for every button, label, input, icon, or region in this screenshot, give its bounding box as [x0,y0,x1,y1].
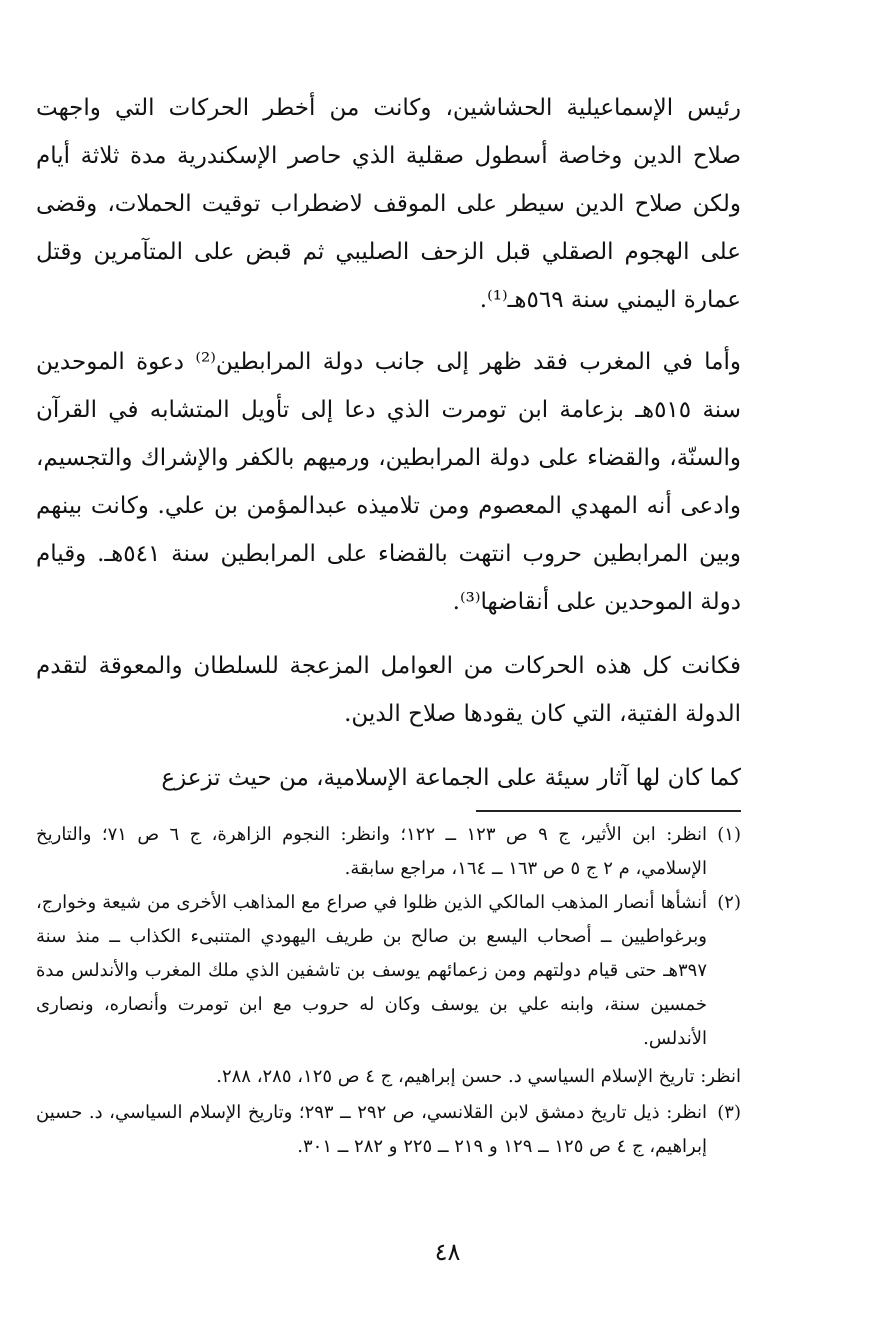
footnote [36,818,741,886]
footnote-separator [476,810,741,812]
footnote-number: (٣) [717,1102,741,1123]
footnotes [36,818,741,1164]
footnote-text [36,818,707,886]
footnote-paragraph: انظر: ذيل تاريخ دمشق لابن القلانسي، ص ٢٩٢ ــ ٢٩٣؛ وتاريخ الإسلام السياسي، د. حسين إبراهيم، ج ٤ ص ١٢٥ ــ ١٢٩ و ٢١٩ ــ ٢٢٥ و ٢٨٢ ــ ٣٠١. [36,1102,707,1157]
footnote-paragraph: أنشأها أنصار المذهب المالكي الذين ظلوا في صراع مع المذاهب الأخرى من شيعة وخوارج، وبرغواطيين ــ أصحاب اليسع بن صالح بن طريف اليهودي المتنبىء الكذاب ــ منذ سنة ٣٩٧هـ حتى قيام دولتهم ومن زعمائهم يوسف بن تاشفين الذي ملك المغرب والأندلس مدة خمسين سنة، وابنه علي بن يوسف وكان له حروب مع ابن تومرت وأنصاره، ونصارى الأندلس. [36,892,707,1049]
footnote-number: (١) [717,824,741,845]
footnote-text [36,1096,707,1164]
footnote-text [36,886,707,1056]
footnote [36,1096,741,1164]
paragraph: فكانت كل هذه الحركات من العوامل المزعجة للسلطان والمعوقة لتقدم الدولة الفتية، التي كان يقودها صلاح الدين. [36,653,741,727]
paragraph: كما كان لها آثار سيئة على الجماعة الإسلامية، من حيث تزعزع [161,765,741,791]
footnote [36,886,741,1056]
footnote-number: (٢) [717,892,741,913]
footnote-reference: انظر: تاريخ الإسلام السياسي د. حسن إبراهيم، ج ٤ ص ١٢٥، ٢٨٥، ٢٨٨. [216,1066,741,1087]
main-text [36,84,741,802]
page-number: ٤٨ [434,1238,461,1266]
paragraph: وأما في المغرب فقد ظهر إلى جانب دولة المرابطين⁽²⁾ دعوة الموحدين سنة ٥١٥هـ بزعامة ابن تومرت الذي دعا إلى تأويل المتشابه في القرآن والسنّة، والقضاء على دولة المرابطين، ورميهم بالكفر والإشراك والتجسيم، وادعى أنه المهدي المعصوم ومن تلاميذه عبدالمؤمن بن علي. وكانت بينهم وبين المرابطين حروب انتهت بالقضاء على المرابطين سنة ٥٤١هـ. وقيام دولة الموحدين على أنقاضها⁽³⁾. [36,349,742,615]
footnote-paragraph: انظر: ابن الأثير، ج ٩ ص ١٢٣ ــ ١٢٢؛ وانظر: النجوم الزاهرة، ج ٦ ص ٧١؛ والتاريخ الإسلامي، م ٢ ج ٥ ص ١٦٣ ــ ١٦٤، مراجع سابقة. [36,824,707,879]
paragraph: رئيس الإسماعيلية الحشاشين، وكانت من أخطر الحركات التي واجهت صلاح الدين وخاصة أسطول صقلية الذي حاصر الإسكندرية مدة ثلاثة أيام ولكن صلاح الدين سيطر على الموقف لاضطراب توقيت الحملات، وقضى على الهجوم الصقلي قبل الزحف الصليبي ثم قبض على المتآمرين وقتل عمارة اليمني سنة ٥٦٩هـ⁽¹⁾. [36,95,741,313]
